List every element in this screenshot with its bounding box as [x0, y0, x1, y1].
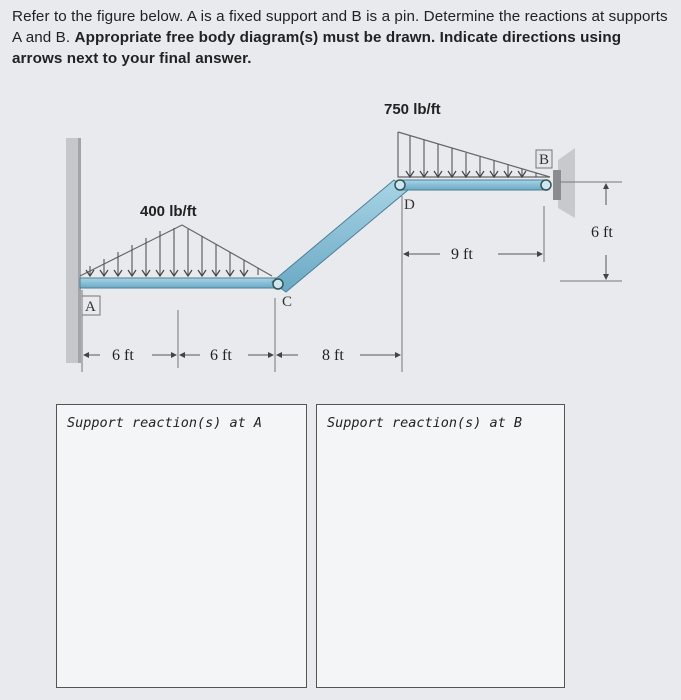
pin-support-b [553, 148, 575, 218]
label-a: A [85, 299, 96, 315]
answer-box-b[interactable] [316, 404, 565, 688]
fixed-support-a [66, 138, 81, 363]
label-d: D [404, 197, 415, 213]
question-part-2: Appropriate free body diagram(s) must be drawn. Indicate directions using arrows next to your final answer. [12, 29, 622, 67]
dim-9ft: 9 ft [451, 246, 473, 263]
dim-6ft-b: 6 ft [210, 347, 232, 364]
distributed-load-400 [80, 225, 272, 276]
distributed-load-750 [398, 132, 550, 177]
load-label-400: 400 lb/ft [140, 203, 197, 220]
answer-box-a-label: Support reaction(s) at A [67, 415, 263, 431]
joint-d [395, 180, 405, 190]
dim-6ft-a: 6 ft [112, 347, 134, 364]
label-b: B [539, 152, 550, 168]
beam-ac [80, 278, 280, 288]
joint-b [541, 180, 551, 190]
label-c: C [282, 294, 293, 310]
load-label-750: 750 lb/ft [384, 101, 441, 118]
beam-cd [272, 180, 408, 292]
dim-8ft: 8 ft [322, 347, 344, 364]
dim-6ft-vertical: 6 ft [591, 224, 613, 241]
joint-c [273, 279, 283, 289]
answer-box-b-label: Support reaction(s) at B [327, 415, 523, 431]
question-part-1: Refer to the figure below. A is a fixed support and B is a pin. Determine the reactions at supports A and B. [12, 8, 668, 46]
beam-db [398, 180, 548, 190]
answer-box-a[interactable] [56, 404, 307, 688]
